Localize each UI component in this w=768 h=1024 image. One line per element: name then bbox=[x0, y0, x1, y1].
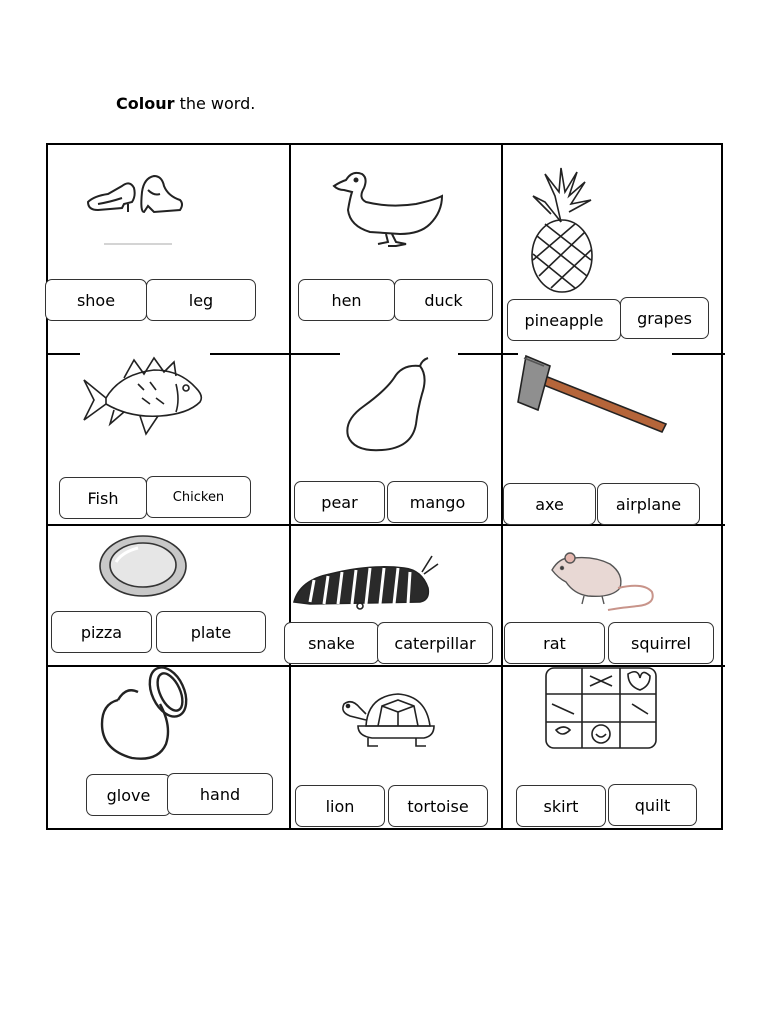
duck-picture bbox=[330, 168, 446, 250]
caterpillar-picture bbox=[290, 548, 440, 610]
grid-divider bbox=[210, 353, 340, 355]
axe-picture bbox=[516, 352, 674, 436]
glove-picture bbox=[98, 664, 190, 764]
word-button[interactable]: pineapple bbox=[507, 299, 621, 341]
pear-picture bbox=[342, 354, 438, 454]
word-button[interactable]: tortoise bbox=[388, 785, 488, 827]
word-button[interactable]: squirrel bbox=[608, 622, 714, 664]
word-button[interactable]: pizza bbox=[51, 611, 152, 653]
word-button[interactable]: quilt bbox=[608, 784, 697, 826]
grid-divider bbox=[289, 145, 291, 828]
word-button[interactable]: Chicken bbox=[146, 476, 251, 518]
word-button[interactable]: plate bbox=[156, 611, 266, 653]
grid-divider bbox=[672, 353, 725, 355]
grid-divider bbox=[458, 353, 518, 355]
word-button[interactable]: duck bbox=[394, 279, 493, 321]
word-button[interactable]: shoe bbox=[45, 279, 147, 321]
quilt-picture bbox=[542, 664, 660, 752]
plate-picture bbox=[98, 534, 188, 598]
tortoise-picture bbox=[338, 686, 440, 750]
instruction-text bbox=[116, 94, 255, 113]
word-button[interactable]: snake bbox=[284, 622, 379, 664]
word-button[interactable]: lion bbox=[295, 785, 385, 827]
shoes-picture bbox=[84, 166, 188, 250]
word-button[interactable]: pear bbox=[294, 481, 385, 523]
word-button[interactable]: axe bbox=[503, 483, 596, 525]
rat-picture bbox=[548, 548, 660, 614]
fish-picture bbox=[80, 354, 206, 442]
word-button[interactable]: caterpillar bbox=[377, 622, 493, 664]
word-button[interactable]: skirt bbox=[516, 785, 606, 827]
word-button[interactable]: hen bbox=[298, 279, 395, 321]
pineapple-picture bbox=[525, 166, 599, 296]
word-button[interactable]: leg bbox=[146, 279, 256, 321]
instruction-rest: the word. bbox=[174, 94, 256, 113]
word-button[interactable]: rat bbox=[504, 622, 605, 664]
word-button[interactable]: glove bbox=[86, 774, 171, 816]
grid-divider bbox=[48, 353, 80, 355]
word-button[interactable]: airplane bbox=[597, 483, 700, 525]
word-button[interactable]: Fish bbox=[59, 477, 147, 519]
word-button[interactable]: hand bbox=[167, 773, 273, 815]
word-button[interactable]: grapes bbox=[620, 297, 709, 339]
word-button[interactable]: mango bbox=[387, 481, 488, 523]
instruction-emphasis: Colour bbox=[116, 94, 175, 113]
